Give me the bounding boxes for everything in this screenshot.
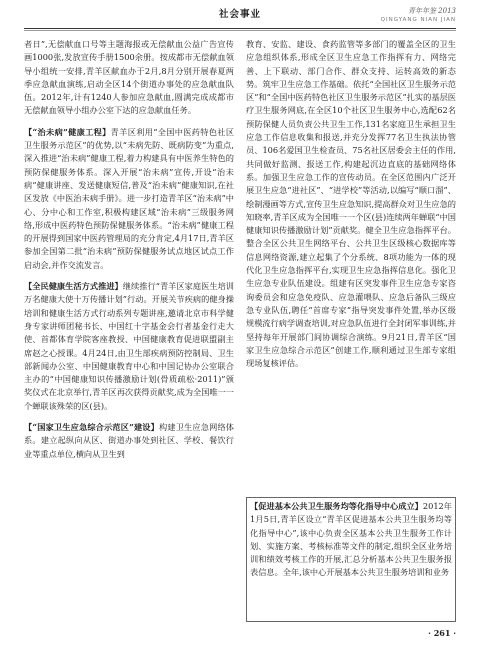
page-header <box>24 0 456 40</box>
header-rule <box>24 28 456 29</box>
yearbook-title: 青年年鉴 2013 <box>407 7 456 15</box>
section-heading: 【全民健康生活方式推进】 <box>24 281 123 292</box>
section-body: 继续推行“青羊区家庭医生培训万名健康大使十万传播计划”行动。开展关节疾病的健身操培训和健康生活方式行动系列专题讲座,邀请北京市科学健身专家讲师团秘书长、中国红十字基金会行者基金行走大使、首都体育学院客座教授、中国健康教育促进联盟副主席赵之心授课。4月24日,由卫生部疾病预防控制局、卫生部新闻办公室、中国健康教育中心和中国记协办公室联合主办的“中国健康知识传播激励计划(骨质疏松·2011)”颁奖仪式在北京举行,青羊区再次获得贡献奖,成为全国唯一一个蝉联该殊荣的区(县)。 <box>24 281 234 411</box>
paragraph: 教育、安监、建设、食药监管等多部门的覆盖全区的卫生应急组织体系,形成全区卫生应急工作指挥有力、网络完善、上下联动、部门合作、群众支持、运转高效的新态势。筑牢卫生应急工作基础。依托“全国社区卫生服务示范区”和“全国中医药特色社区卫生服务示范区”扎实的基层医疗卫生服务网底,在全区10个社区卫生服务中心,选配62名预防保健人员负责公共卫生工作,131名家庭卫生承担卫生应急工作信息收集和报送,并充分发挥77名卫生执法协管员、106名爱国卫生检查员、75名社区居委会主任的作用,共同做好监测、报送工作,构建起沉边直底的基础网络体系。加强卫生应急工作的宣传动员。在全区范围内广泛开展卫生应急“进社区”、“进学校”等活动,以编写“顺口溜”、绘制漫画等方式,宣传卫生应急知识,提高群众对卫生应急的知晓率,青羊区成为全国唯一一个区(县)连续两年蝉联“中国健康知识传播激励计划”贡献奖。健全卫生应急指挥平台。整合全区公共卫生网络平台、公共卫生区级核心数据库等信息网络资源,建立起集了个分系统、8项功能为一体的现代化卫生应急指挥平台,实现卫生应急指挥信息化。强化卫生应急专业队伍建设。组建有区突发事件卫生应急专家咨询委员会和应急免疫队、应急灌喂队、应急后备队三级应急专业队伍,聘任“首席专家”指导突发事件处置,举办区级规模流行病学调查培训,对应急队伍进行全封闭军事训练,并坚持每年开展部门间协调综合演练。9月21日,青羊区“国家卫生应急综合示范区”创建工作,顺利通过卫生部专家组现场复核评估。 <box>246 39 456 369</box>
section-paragraph <box>24 280 234 413</box>
section-heading: 【“国家卫生应急综合示范区”建设】 <box>24 422 159 433</box>
left-column <box>24 38 234 461</box>
right-column <box>246 38 456 370</box>
header-rule-thin <box>24 30 456 31</box>
section-paragraph <box>24 421 234 461</box>
paragraph: 者日”,无偿献血口号等主题海报或无偿献血公益广告宣传画1000张,发放宣传手册1500余册。按成都市无偿献血领导小组统一安排,青羊区献血办于2月,8月分别开展春夏两季应急献血演练,启动全区14个街道办事处的应急献血队伍。2012年,计有1240人参加应急献血,圆满完成成都市无偿献血领导小组办公室下达的应急献血任务。 <box>24 39 234 116</box>
section-heading: 【促进基本公共卫生服务均等化指导中心成立】 <box>250 501 423 511</box>
section-body: 2012年1月5日,青羊区设立“青羊区促进基本公共卫生服务均等化指导中心”,该中心负责全区基本公共卫生服务工作计划、实施方案、考核标准等文件的制定,组织全区业务培训和绩效考核工作的开展,汇总分析基本公共卫生服务报表信息。全年,该中心开展基本公共卫生服务培训和业务 <box>250 501 452 578</box>
section-heading: 【“治未病”健康工程】 <box>24 126 111 137</box>
section-paragraph <box>250 500 452 580</box>
yearbook-english: QINGYANG NIAN JIAN <box>380 17 456 23</box>
section-title: 社会事业 <box>218 9 261 20</box>
section-body: 青羊区利用“全国中医药特色社区卫生服务示范区”的优势,以“未病先防、既病防变”为重点,深入推进“治未病”健康工程,着力构建具有中医养生特色的预防保健服务体系。深入开展“治未病”宣传,开设“治未病”健康讲座、发送健康短信,普及“治未病”健康知识,在社区发放《中医治未病手册》。进一步打造青羊区“治未病”中心、分中心和工作室,积极构建区域“治未病”三级服务网络,形成中医药特色预防保健服务体系。“治未病”健康工程的开展得到国家中医药管理局的充分肯定,4月17日,青羊区参加全国第二批“治未病”预防保健服务试点地区试点工作启动会,并作交流发言。 <box>24 126 235 270</box>
section-body: 构建卫生应急网络体系。建立起纵向从区、街道办事处到社区、学校、餐饮行业等重点单位,横向从卫生到 <box>24 422 234 459</box>
section-paragraph <box>24 126 234 272</box>
boxed-section <box>250 500 452 580</box>
page-number: · 261 · <box>428 628 456 638</box>
